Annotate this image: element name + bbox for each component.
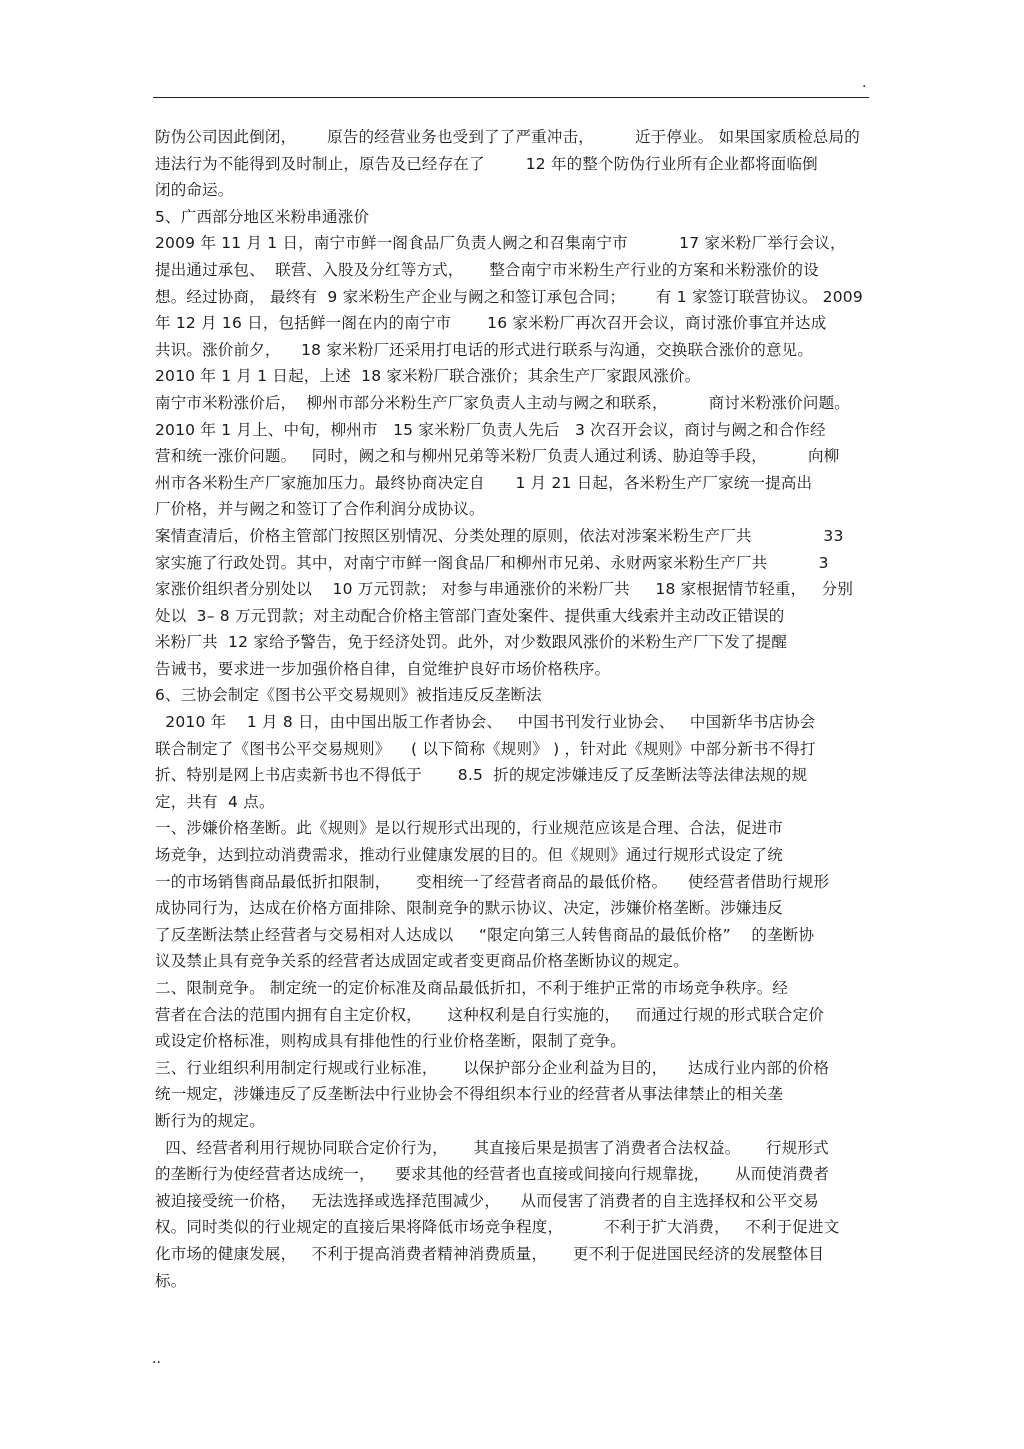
text-line: 定，共有 4 点。 — [155, 792, 275, 811]
text-line: 家涨价组织者分别处以 10 万元罚款； 对参与串通涨价的米粉厂共 18 家根据情节轻重， 分别 — [155, 580, 854, 599]
text-line: 6、三协会制定《图书公平交易规则》被指违反反垄断法 — [155, 686, 542, 705]
text-line: 或设定价格标准，则构成具有排他性的行业价格垄断，限制了竞争。 — [155, 1032, 627, 1051]
text-line: 场竞争，达到拉动消费需求，推动行业健康发展的目的。但《规则》通过行规形式设定了统 — [155, 846, 784, 865]
text-line: 四、经营者利用行规协同联合定价行为， 其直接后果是损害了消费者合法权益。 行规形式 — [155, 1138, 829, 1157]
text-line: 标。 — [155, 1271, 187, 1290]
text-line: 议及禁止具有竞争关系的经营者达成固定或者变更商品价格垄断协议的规定。 — [155, 952, 689, 971]
text-line: 成协同行为，达成在价格方面排除、限制竞争的默示协议、决定，涉嫌价格垄断。涉嫌违反 — [155, 899, 784, 918]
text-line: 违法行为不能得到及时制止，原告及已经存在了 12 年的整个防伪行业所有企业都将面临倒 — [155, 154, 818, 173]
text-line: 5、广西部分地区米粉串通涨价 — [155, 207, 370, 226]
header-rule — [153, 97, 869, 98]
text-line: 提出通过承包、 联营、入股及分红等方式， 整合南宁市米粉生产行业的方案和米粉涨价的设 — [155, 260, 819, 279]
text-line: 闭的命运。 — [155, 181, 234, 200]
text-line: 的垄断行为使经营者达成统一， 要求其他的经营者也直接或间接向行规靠拢， 从而使消费者 — [155, 1165, 830, 1184]
text-line: 州市各米粉生产厂家施加压力。最终协商决定自 1 月 21 日起，各米粉生产厂家统一提高出 — [155, 473, 813, 492]
text-line: 南宁市米粉涨价后， 柳州市部分米粉生产厂家负责人主动与阙之和联系， 商讨米粉涨价问题。 — [155, 393, 850, 412]
text-line: 案情查清后，价格主管部门按照区别情况、分类处理的原则，依法对涉案米粉生产厂共 33 — [155, 526, 844, 545]
text-line: 2010 年 1 月 8 日，由中国出版工作者协会、 中国书刊发行业协会、 中国新华书店协会 — [155, 713, 816, 732]
text-line: 年 12 月 16 日，包括鲜一阁在内的南宁市 16 家米粉厂再次召开会议，商讨涨价事宜并达成 — [155, 314, 827, 333]
text-line: 共识。涨价前夕， 18 家米粉厂还采用打电话的形式进行联系与沟通，交换联合涨价的意见。 — [155, 340, 814, 359]
text-line: 一、涉嫌价格垄断。此《规则》是以行规形式出现的，行业规范应该是合理、合法，促进市 — [155, 819, 784, 838]
text-line: 厂价格，并与阙之和签订了合作利润分成协议。 — [155, 500, 485, 519]
text-line: 二、限制竞争。 制定统一的定价标准及商品最低折扣，不利于维护正常的市场竞争秩序。经 — [155, 979, 789, 997]
text-line: 三、行业组织利用制定行规或行业标准， 以保护部分企业利益为目的， 达成行业内部的价格 — [155, 1058, 830, 1077]
text-line: 处以 3– 8 万元罚款；对主动配合价格主管部门查处案件、提供重大线索并主动改正错误的 — [155, 606, 785, 625]
text-line: 告诫书，要求进一步加强价格自律，自觉维护良好市场价格秩序。 — [155, 659, 611, 678]
text-line: 家实施了行政处罚。其中，对南宁市鲜一阁食品厂和柳州市兄弟、永财两家米粉生产厂共 3 — [155, 553, 829, 572]
text-line: 化市场的健康发展， 不利于提高消费者精神消费质量， 更不利于促进国民经济的发展整体目 — [155, 1244, 825, 1263]
text-line: 统一规定，涉嫌违反了反垄断法中行业协会不得组织本行业的经营者从事法律禁止的相关垄 — [155, 1085, 784, 1104]
text-line: 了反垄断法禁止经营者与交易相对人达成以 “限定向第三人转售商品的最低价格” 的垄断协 — [155, 925, 815, 944]
text-line: 联合制定了《图书公平交易规则》 ( 以下简称《规则》 ) ，针对此《规则》中部分新书不得打 — [155, 739, 816, 758]
footer-mark: .. — [152, 1351, 161, 1367]
text-line: 营者在合法的范围内拥有自主定价权， 这种权利是自行实施的， 而通过行规的形式联合定价 — [155, 1005, 825, 1024]
text-line: 断行为的规定。 — [155, 1111, 265, 1130]
text-line: 一的市场销售商品最低折扣限制， 变相统一了经营者商品的最低价格。 使经营者借助行规形 — [155, 872, 830, 891]
text-line: 想。经过协商， 最终有 9 家米粉生产企业与阙之和签订承包合同； 有 1 家签订联营协议。 2009 — [155, 287, 863, 306]
text-line: 权。同时类似的行业规定的直接后果将降低市场竞争程度， 不利于扩大消费， 不利于促进文 — [155, 1218, 840, 1237]
text-line: 2009 年 11 月 1 日，南宁市鲜一阁食品厂负责人阙之和召集南宁市 17 家米粉厂举行会议， — [155, 234, 846, 253]
text-line: 米粉厂共 12 家给予警告，免于经济处罚。此外，对少数跟风涨价的米粉生产厂下发了提醒 — [155, 633, 788, 652]
text-line: 营和统一涨价问题。 同时，阙之和与柳州兄弟等米粉厂负责人通过利诱、胁迫等手段， 向柳 — [155, 447, 840, 466]
text-line: 2010 年 1 月上、中旬，柳州市 15 家米粉厂负责人先后 3 次召开会议，商讨与阙之和合作经 — [155, 420, 826, 439]
text-line: 2010 年 1 月 1 日起，上述 18 家米粉厂联合涨价；其余生产厂家跟风涨价。 — [155, 367, 701, 386]
text-line: 折、特别是网上书店卖新书也不得低于 8.5 折的规定涉嫌违反了反垄断法等法律法规的规 — [155, 766, 808, 785]
text-line: 被迫接受统一价格， 无法选择或选择范围减少， 从而侵害了消费者的自主选择权和公平交易 — [155, 1191, 819, 1210]
document-body — [155, 124, 871, 1294]
header-mark: . — [862, 75, 867, 91]
text-line: 防伪公司因此倒闭， 原告的经营业务也受到了了严重冲击， 近于停业。 如果国家质检总局的 — [155, 128, 860, 146]
